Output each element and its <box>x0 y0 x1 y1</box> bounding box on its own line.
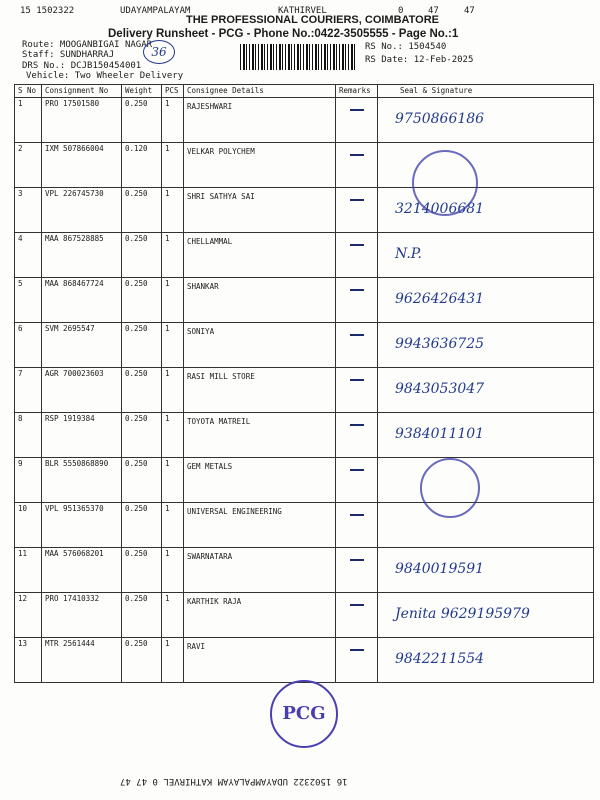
signature-text: 9943636725 <box>395 336 485 352</box>
cell-remarks <box>336 638 378 683</box>
cell-weight: 0.250 <box>122 593 162 638</box>
cell-signature <box>378 638 594 683</box>
drs-number: DRS No.: DCJB150454001 <box>22 61 142 71</box>
route-label: Route: MOOGANBIGAI NAGAR <box>22 40 153 50</box>
header-count-1: 47 <box>428 6 439 16</box>
remark-dash <box>350 109 364 111</box>
cell-signature <box>378 458 594 503</box>
cell-remarks <box>336 593 378 638</box>
cell-pcs: 1 <box>162 593 184 638</box>
table-row <box>15 593 594 638</box>
cell-signature <box>378 368 594 413</box>
circled-number-text: 36 <box>151 45 167 59</box>
cell-pcs: 1 <box>162 98 184 143</box>
cell-sno: 5 <box>15 278 42 323</box>
remark-dash <box>350 604 364 606</box>
cell-weight: 0.250 <box>122 548 162 593</box>
runsheet-subtitle: Delivery Runsheet - PCG - Phone No.:0422-3505555 - Page No.:1 <box>108 28 459 40</box>
vehicle-label: Vehicle: Two Wheeler Delivery <box>26 71 184 81</box>
seal-stamp-2 <box>420 458 480 518</box>
cell-consignee: SONIYA <box>184 323 336 368</box>
cell-weight: 0.250 <box>122 458 162 503</box>
col-consignment: Consignment No <box>42 85 122 98</box>
col-weight: Weight <box>122 85 162 98</box>
cell-consignee: KARTHIK RAJA <box>184 593 336 638</box>
table-row <box>15 98 594 143</box>
signature-text: 3214006681 <box>395 201 485 217</box>
table-row <box>15 323 594 368</box>
rs-date: RS Date: 12-Feb-2025 <box>365 55 474 65</box>
cell-signature <box>378 548 594 593</box>
cell-consignment: IXM 507866004 <box>42 143 122 188</box>
runsheet-table <box>14 84 594 683</box>
cell-pcs: 1 <box>162 458 184 503</box>
remark-dash <box>350 334 364 336</box>
cell-consignment: PRO 17410332 <box>42 593 122 638</box>
remark-dash <box>350 559 364 561</box>
cell-consignment: RSP 1919384 <box>42 413 122 458</box>
cell-remarks <box>336 458 378 503</box>
remark-dash <box>350 424 364 426</box>
remark-dash <box>350 469 364 471</box>
cell-pcs: 1 <box>162 368 184 413</box>
pcg-stamp <box>270 680 338 748</box>
table-row <box>15 143 594 188</box>
seal-stamp-1 <box>412 150 478 216</box>
footer-flipped-line: 16 1502322 UDAYAMPALAYAM KATHIRVEL 0 47 47 <box>120 776 348 786</box>
cell-consignee: SHRI SATHYA SAI <box>184 188 336 233</box>
cell-remarks <box>336 278 378 323</box>
remark-dash <box>350 199 364 201</box>
cell-signature <box>378 593 594 638</box>
cell-sno: 8 <box>15 413 42 458</box>
cell-consignment: MAA 867528885 <box>42 233 122 278</box>
cell-consignment: BLR 5550868890 <box>42 458 122 503</box>
table-row <box>15 188 594 233</box>
remark-dash <box>350 244 364 246</box>
cell-consignee: GEM METALS <box>184 458 336 503</box>
cell-consignee: RAJESHWARI <box>184 98 336 143</box>
remark-dash <box>350 154 364 156</box>
signature-text: 9842211554 <box>395 651 485 667</box>
col-sno: S No <box>15 85 42 98</box>
cell-remarks <box>336 98 378 143</box>
cell-consignee: CHELLAMMAL <box>184 233 336 278</box>
table-row <box>15 548 594 593</box>
cell-signature <box>378 143 594 188</box>
table-row <box>15 503 594 548</box>
header-count-2: 47 <box>464 6 475 16</box>
cell-weight: 0.250 <box>122 413 162 458</box>
signature-text: 9626426431 <box>395 291 485 307</box>
cell-pcs: 1 <box>162 233 184 278</box>
cell-consignee: RASI MILL STORE <box>184 368 336 413</box>
barcode <box>240 44 355 70</box>
cell-sno: 3 <box>15 188 42 233</box>
remark-dash <box>350 379 364 381</box>
cell-pcs: 1 <box>162 188 184 233</box>
cell-remarks <box>336 143 378 188</box>
table-row <box>15 233 594 278</box>
cell-signature <box>378 278 594 323</box>
col-signature: Seal & Signature <box>378 85 594 98</box>
signature-text: 9384011101 <box>395 426 485 442</box>
remark-dash <box>350 649 364 651</box>
cell-consignee: SHANKAR <box>184 278 336 323</box>
table-row <box>15 278 594 323</box>
cell-sno: 1 <box>15 98 42 143</box>
signature-text: Jenita 9629195979 <box>395 606 530 622</box>
cell-signature <box>378 503 594 548</box>
cell-consignment: SVM 2695547 <box>42 323 122 368</box>
cell-remarks <box>336 323 378 368</box>
cell-sno: 12 <box>15 593 42 638</box>
header-batch-id: 15 1502322 <box>20 6 75 16</box>
cell-weight: 0.250 <box>122 503 162 548</box>
cell-pcs: 1 <box>162 548 184 593</box>
cell-remarks <box>336 548 378 593</box>
cell-sno: 11 <box>15 548 42 593</box>
cell-weight: 0.250 <box>122 98 162 143</box>
col-pcs: PCS <box>162 85 184 98</box>
signature-text: N.P. <box>395 246 422 262</box>
cell-pcs: 1 <box>162 503 184 548</box>
table-row <box>15 413 594 458</box>
remark-dash <box>350 289 364 291</box>
circled-number <box>143 40 175 64</box>
col-consignee: Consignee Details <box>184 85 336 98</box>
cell-signature <box>378 413 594 458</box>
cell-consignee: RAVI <box>184 638 336 683</box>
cell-consignment: AGR 700023603 <box>42 368 122 413</box>
cell-consignment: VPL 226745730 <box>42 188 122 233</box>
cell-consignee: SWARNATARA <box>184 548 336 593</box>
cell-remarks <box>336 233 378 278</box>
staff-label: Staff: SUNDHARRAJ <box>22 50 115 60</box>
table-body <box>15 98 594 683</box>
cell-sno: 6 <box>15 323 42 368</box>
cell-consignment: PRO 17501580 <box>42 98 122 143</box>
cell-signature <box>378 188 594 233</box>
header-zero: 0 <box>398 6 404 16</box>
cell-remarks <box>336 368 378 413</box>
cell-weight: 0.250 <box>122 188 162 233</box>
signature-text: 9840019591 <box>395 561 485 577</box>
cell-sno: 10 <box>15 503 42 548</box>
cell-sno: 4 <box>15 233 42 278</box>
cell-sno: 7 <box>15 368 42 413</box>
cell-weight: 0.120 <box>122 143 162 188</box>
cell-sno: 13 <box>15 638 42 683</box>
header-location: UDAYAMPALAYAM <box>120 6 191 16</box>
col-remarks: Remarks <box>336 85 378 98</box>
cell-weight: 0.250 <box>122 278 162 323</box>
cell-consignee: TOYOTA MATREIL <box>184 413 336 458</box>
cell-pcs: 1 <box>162 413 184 458</box>
cell-consignee: VELKAR POLYCHEM <box>184 143 336 188</box>
company-title: THE PROFESSIONAL COURIERS, COIMBATORE <box>186 14 440 26</box>
table-header-row <box>15 85 594 98</box>
header-person: KATHIRVEL <box>278 6 327 16</box>
cell-signature <box>378 98 594 143</box>
cell-remarks <box>336 503 378 548</box>
cell-remarks <box>336 188 378 233</box>
cell-consignment: MAA 868467724 <box>42 278 122 323</box>
cell-consignment: VPL 951365370 <box>42 503 122 548</box>
cell-remarks <box>336 413 378 458</box>
cell-signature <box>378 233 594 278</box>
cell-weight: 0.250 <box>122 638 162 683</box>
signature-text: 9843053047 <box>395 381 485 397</box>
cell-pcs: 1 <box>162 638 184 683</box>
cell-weight: 0.250 <box>122 233 162 278</box>
cell-signature <box>378 323 594 368</box>
cell-sno: 2 <box>15 143 42 188</box>
cell-pcs: 1 <box>162 143 184 188</box>
cell-pcs: 1 <box>162 323 184 368</box>
signature-text: 9750866186 <box>395 111 485 127</box>
pcg-stamp-text: PCG <box>282 703 326 724</box>
table-row <box>15 368 594 413</box>
remark-dash <box>350 514 364 516</box>
cell-sno: 9 <box>15 458 42 503</box>
cell-consignment: MTR 2561444 <box>42 638 122 683</box>
table-row <box>15 638 594 683</box>
table-row <box>15 458 594 503</box>
cell-consignment: MAA 576068201 <box>42 548 122 593</box>
cell-consignee: UNIVERSAL ENGINEERING <box>184 503 336 548</box>
cell-weight: 0.250 <box>122 368 162 413</box>
rs-number: RS No.: 1504540 <box>365 42 447 52</box>
cell-pcs: 1 <box>162 278 184 323</box>
cell-weight: 0.250 <box>122 323 162 368</box>
